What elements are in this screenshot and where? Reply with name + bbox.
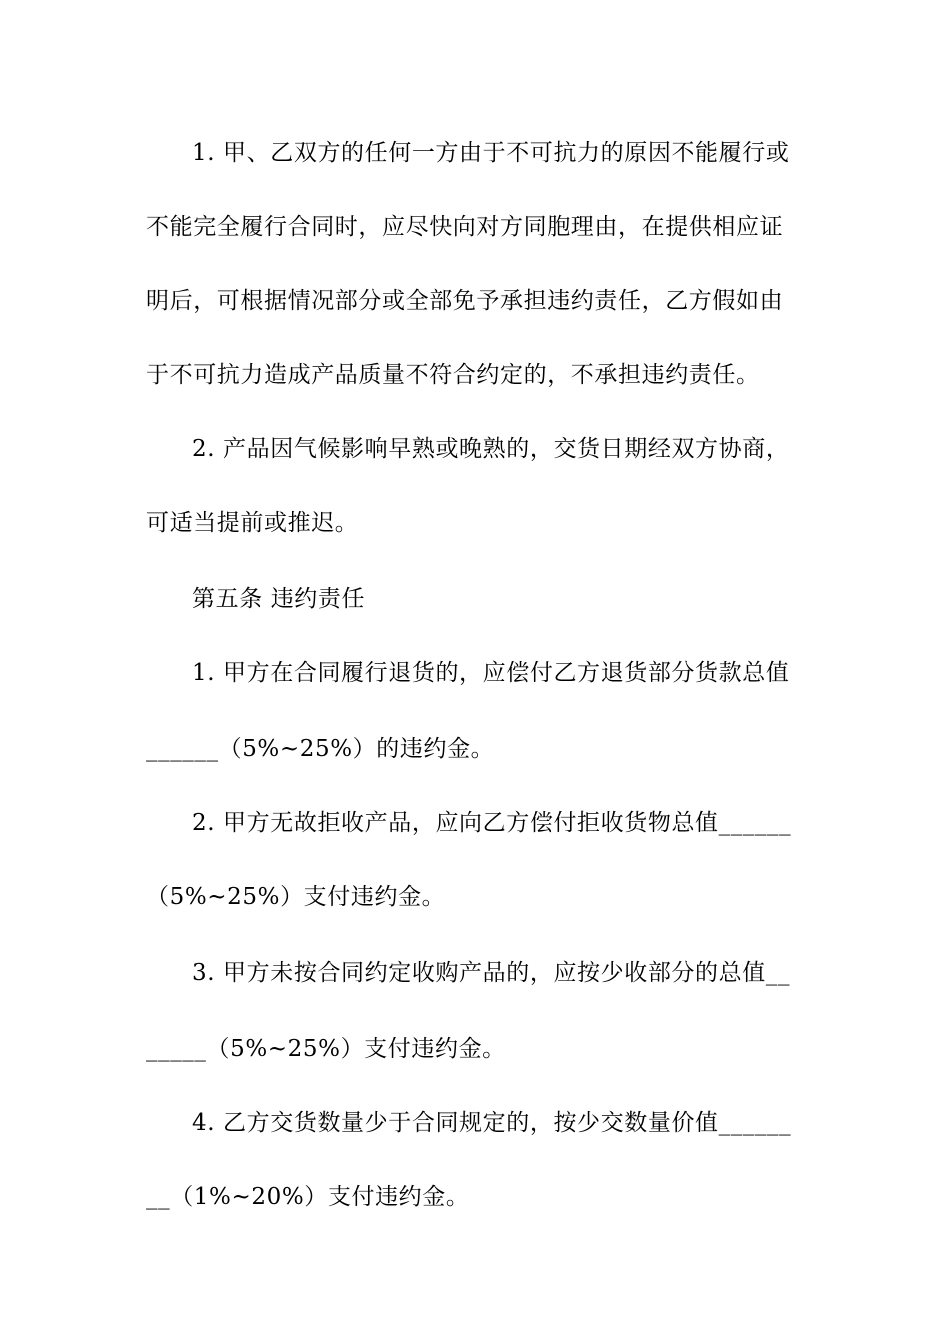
clause-2-line-1: 2. 甲方无故拒收产品，应向乙方偿付拒收货物总值______ [192,810,792,836]
section-heading: 第五条 违约责任 [192,586,366,612]
paragraph-1-line-1: 1. 甲、乙双方的任何一方由于不可抗力的原因不能履行或 [192,140,790,166]
paragraph-2-line-2: 可适当提前或推迟。 [146,510,359,536]
paragraph-1-line-3: 明后，可根据情况部分或全部免予承担违约责任，乙方假如由 [146,288,784,314]
clause-2-line-2: （5%~25%）支付违约金。 [146,884,446,910]
clause-3-line-2: _____（5%~25%）支付违约金。 [146,1036,506,1062]
paragraph-1-line-4: 于不可抗力造成产品质量不符合约定的，不承担违约责任。 [146,362,760,388]
clause-1-line-2: ______（5%~25%）的违约金。 [146,736,495,762]
clause-3-line-1: 3. 甲方未按合同约定收购产品的，应按少收部分的总值__ [192,960,791,986]
paragraph-1-line-2: 不能完全履行合同时，应尽快向对方同胞理由，在提供相应证 [146,214,784,240]
paragraph-2-line-1: 2. 产品因气候影响早熟或晚熟的，交货日期经双方协商， [192,436,790,462]
clause-4-line-1: 4. 乙方交货数量少于合同规定的，按少交数量价值______ [192,1110,792,1136]
clause-4-line-2: __（1%~20%）支付违约金。 [146,1184,470,1210]
clause-1-line-1: 1. 甲方在合同履行退货的，应偿付乙方退货部分货款总值 [192,660,790,686]
